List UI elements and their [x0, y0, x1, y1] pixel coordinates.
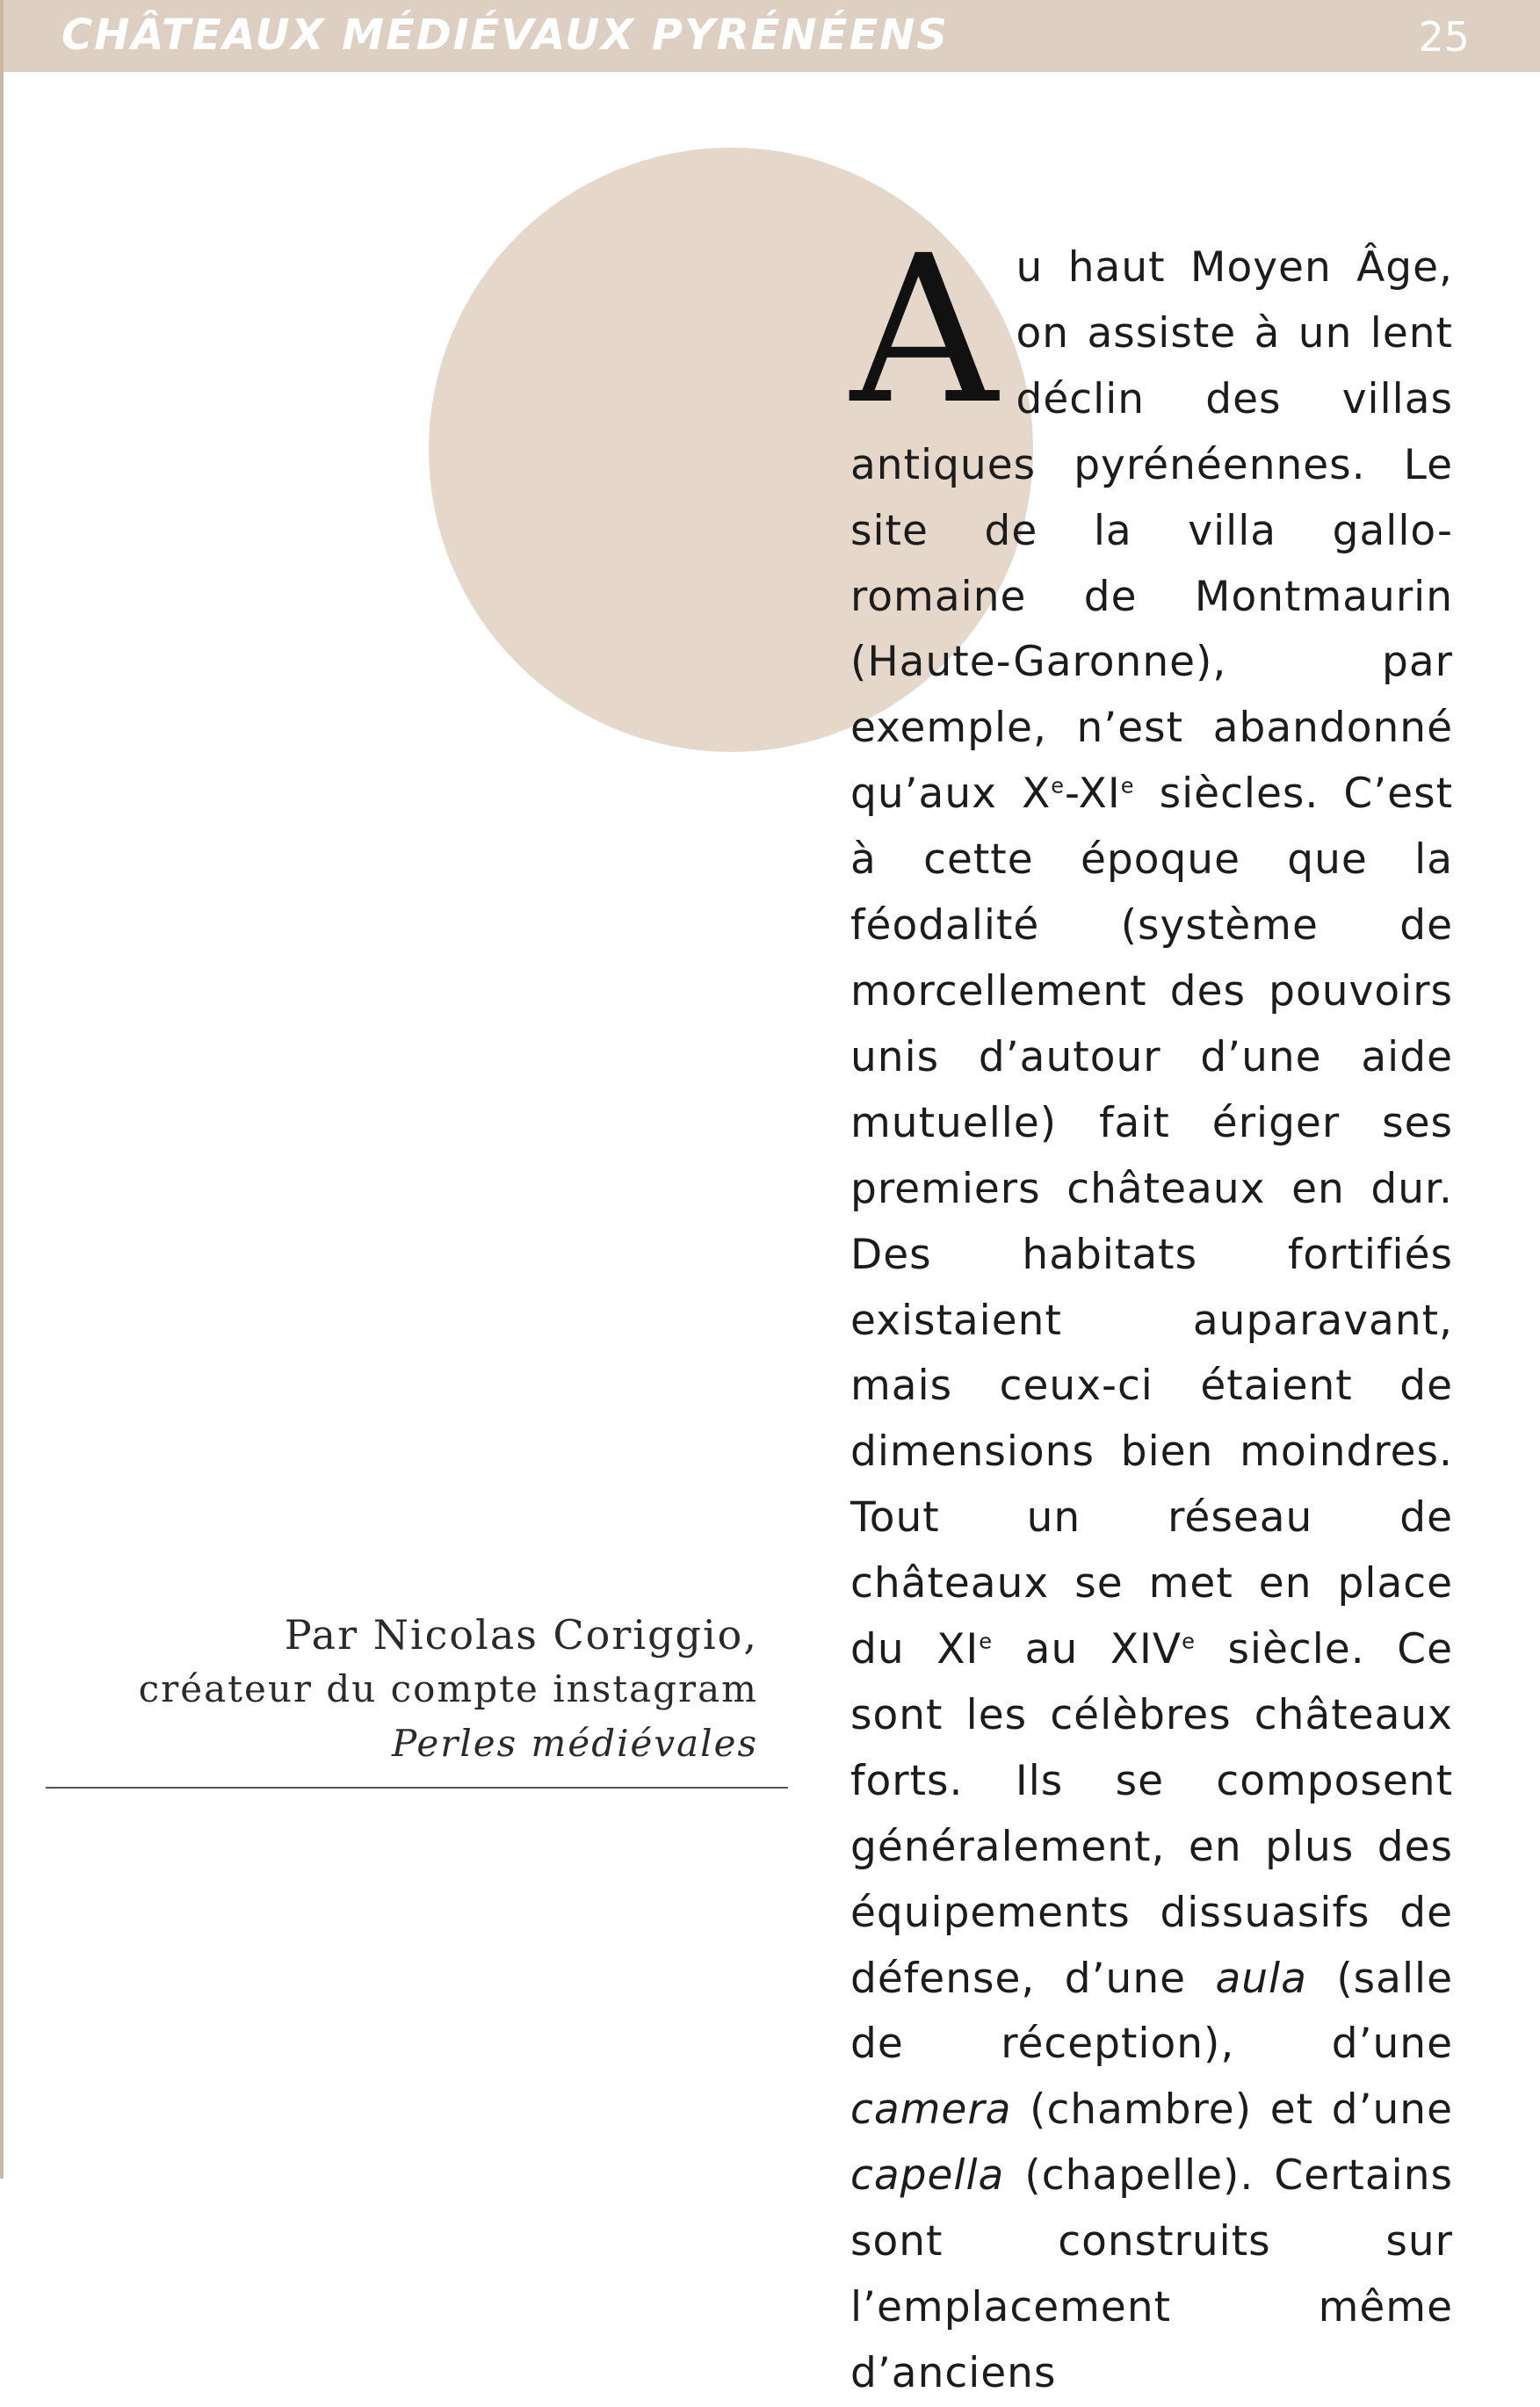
header-bar — [0, 0, 1540, 72]
article-text: siècles. C’est à cette époque que la féodalité (système de morcellement des pouvoirs unis d’autour d’une aide mutuelle) fait ériger ses premiers châteaux en dur. Des habitats fortifiés existaient auparavant, mais ceux-ci étaient de dimensions bien moindres. Tout un réseau de châteaux se met en place du XI — [850, 770, 1454, 1674]
article-body — [850, 212, 1454, 2407]
page-number: 25 — [1418, 13, 1470, 61]
article-text: -XI — [1065, 770, 1121, 819]
article-text: (salle de réception), d’une — [850, 1954, 1453, 2069]
superscript: e — [1120, 773, 1135, 799]
article-text: u haut Moyen Âge, on assiste à un lent déclin des villas antiques pyrénéennes. Le site de la villa gallo-romaine de Montmaurin (Haute-Garonne), par exemple, n’est abandonné qu’aux X — [850, 243, 1453, 819]
running-title: CHÂTEAUX MÉDIÉVAUX PYRÉNÉENS — [61, 11, 949, 60]
left-margin-rule — [0, 72, 4, 2179]
latin-term-aula: aula — [1215, 1954, 1307, 2003]
byline-author: Par Nicolas Coriggio, — [284, 1611, 758, 1659]
article-text: siècle. Ce sont les célèbres châteaux forts. Ils se composent généralement, en plus des équipements dissuasifs de défense, d’une — [850, 1625, 1453, 2003]
byline-account-name: Perles médiévales — [392, 1722, 758, 1765]
header-left-tick — [0, 0, 4, 72]
latin-term-camera: camera — [850, 2085, 1012, 2135]
drop-cap: A — [850, 212, 999, 449]
byline-divider — [46, 1787, 788, 1789]
byline-role: créateur du compte instagram — [138, 1667, 758, 1710]
article-text: (chapelle). Certains sont construits sur l’emplacement même d’anciens — [850, 2151, 1453, 2397]
superscript: e — [979, 1629, 994, 1654]
latin-term-capella: capella — [850, 2151, 1005, 2201]
article-text: au XIV — [993, 1625, 1182, 1674]
superscript: e — [1182, 1629, 1196, 1654]
superscript: e — [1051, 773, 1066, 799]
article-text: (chambre) et d’une — [1011, 2085, 1453, 2135]
author-byline — [0, 1608, 758, 1771]
